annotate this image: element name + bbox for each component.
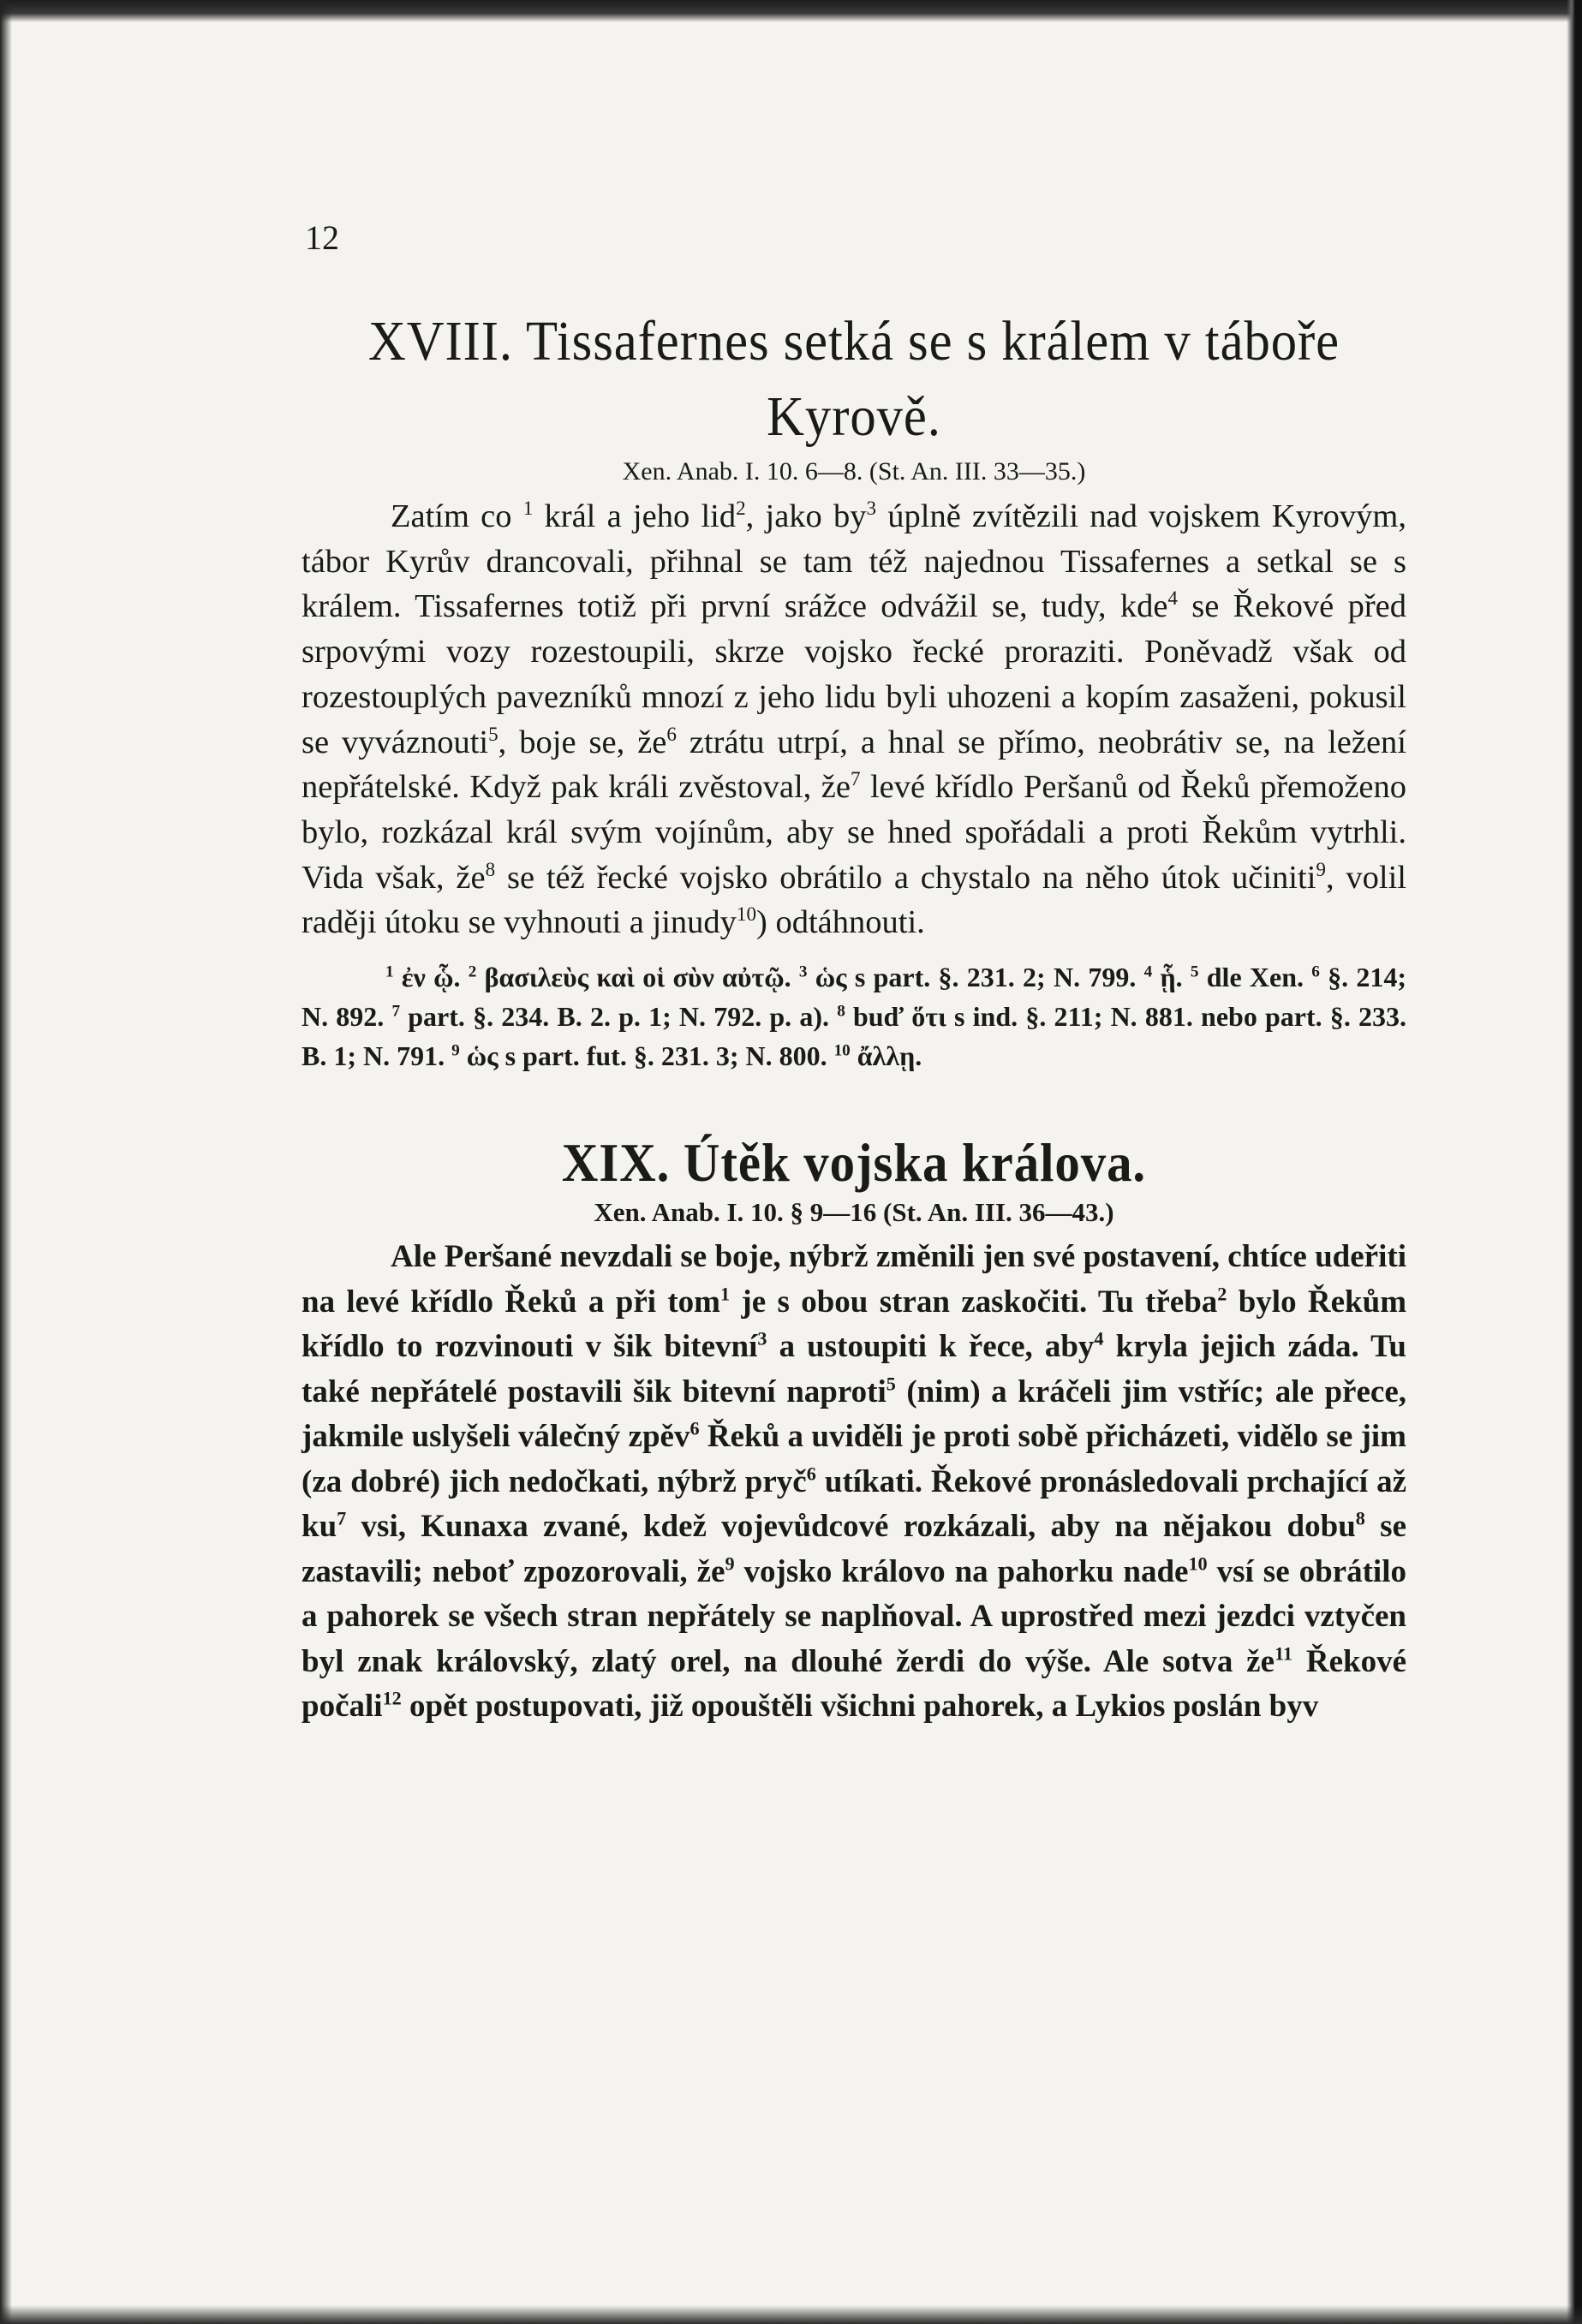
- scan-edge-right: [1567, 0, 1582, 2324]
- footnote-ref: 1: [522, 497, 534, 520]
- footnotes-xviii: $^1$ ἐν ᾧ. $^2$ βασιλεὺς καὶ οἱ σὺν αὐτῷ. $^3$ ὡς s part. §. 231. 2; N. 799. $^4$ ᾗ. $^5$ dle Xen. $^6$ §. 214; N. 892. $^7$ part. §. 234. B. 2. p. 1; N. 792. p. a). $^8$ buď ὅτι s ind. §. 211; N. 881. nebo part. §. 233. B. 1; N. 791. $^9$ ὡς s part. fut. §. 231. 3; N. 800. $^{10}$ ἄλλῃ.: [301, 962, 1407, 1072]
- scan-edge-left: [0, 0, 12, 2324]
- footnote-ref: 4: [1167, 587, 1178, 610]
- section-text-xix: Ale Peršané nevzdali se boje, nýbrž změnili jen své postavení, chtíce udeřiti na levé křídlo Řeků a při tom$^1$ je s obou stran zaskočiti. Tu třeba$^2$ bylo Řekům křídlo to rozvinouti v šik bitevní$^3$ a ustoupiti k řece, aby$^4$ kryla jejich záda. Tu také nepřátelé postavili šik bitevní naproti$^5$ (nim) a kráčeli jim vstříc; ale přece, jakmile uslyšeli válečný zpěv$^6$ Řeků a uviděli je proti sobě přicházeti, vidělo se jim (za dobré) jich nedočkati, nýbrž pryč$^6$ utíkati. Řekové pronásledovali prchající až $ku^7$ vsi, Kunaxa zvané, kdež vojevůdcové rozkázali, aby na nějakou dobu$^8$ se zastavili; neboť zpozorovali, $že^9$ vojsko královo na pahorku nade$^{10}$ vsí se obrátilo a pahorek se všech stran nepřátely se naplňoval. A uprostřed mezi jezdci vztyčen byl znak královský, zlatý orel, na dlouhé žerdi do výše. Ale sotva $že^{11}$ Řekové počali$^{12}$ opět postupovati, již opouštěli všichni pahorek, a Lykios poslán byv: [301, 1239, 1407, 1725]
- scan-edge-top: [0, 0, 1582, 22]
- footnote-ref: 12: [382, 1687, 402, 1709]
- footnote-ref: 10: [1188, 1552, 1208, 1575]
- footnote-ref: 8: [485, 857, 496, 880]
- footnote-ref: 7: [337, 1507, 347, 1529]
- footnote-ref: 6: [666, 722, 677, 745]
- footnote-ref: 4: [1094, 1327, 1104, 1350]
- section-text-xviii: Zatím co $^1$ král a jeho lid$^2$, jako $by^3$ úplně zvítězili nad vojskem Kyrovým, tábor Kyrův drancovali, přihnal se tam též najednou Tissafernes a setkal se s králem. Tissafernes totiž při první srážce odvážil se, tudy, kde$^4$ se Řekové před srpovými vozy rozestoupili, skrze vojsko řecké proraziti. Poněvadž však od rozestouplých pavezníků mnozí z jeho lidu byli uhozeni a kopím zasaženi, pokusil se vyváznouti$^5$, boje se, $že^6$ ztrátu utrpí, a hnal se přímo, neobrátiv se, na ležení nepřátelské. Když pak králi zvěstoval, $že^7$ levé křídlo Peršanů od Řeků přemoženo bylo, rozkázal král svým vojínům, aby se hned spořádali a proti Řekům vytrhli. Vida však, $že^8$ se též řecké vojsko obrátilo a chystalo na něho útok učiniti$^9$, volil raději útoku se vyhnouti a jinudy$^{10}$) odtáhnouti.: [301, 497, 1407, 941]
- footnote-ref: 2: [736, 497, 746, 520]
- page-content: [301, 304, 1406, 1730]
- footnote-ref: 3: [866, 497, 877, 520]
- footnote-ref: 9: [1316, 857, 1326, 880]
- section-gap: [301, 1076, 1406, 1130]
- footnote-ref: 1: [720, 1283, 731, 1305]
- footnote-ref: 6: [690, 1417, 700, 1439]
- footnote-ref: 6: [806, 1463, 816, 1485]
- section-title-xix: XIX. Útěk vojska králova.: [561, 1132, 1147, 1194]
- section-title-xviii: XVIII. Tissafernes setká se s králem v táboře Kyrově.: [367, 310, 1340, 448]
- footnote-ref: 5: [488, 722, 498, 745]
- footnote-ref: 7: [850, 767, 861, 790]
- section-source-xix: Xen. Anab. I. 10. § 9—16 (St. An. III. 36—43.): [594, 1197, 1114, 1228]
- scan-edge-bottom: [0, 2305, 1582, 2324]
- footnote-ref: 2: [1217, 1283, 1227, 1305]
- footnote-ref: 5: [886, 1373, 896, 1395]
- footnote-ref: 8: [1355, 1507, 1365, 1529]
- page-number: 12: [305, 218, 339, 257]
- footnote-ref: 11: [1275, 1642, 1292, 1665]
- footnote-ref: 9: [725, 1552, 735, 1575]
- footnote-ref: 3: [757, 1327, 767, 1350]
- section-source-xviii: Xen. Anab. I. 10. 6—8. (St. An. III. 33—35.): [622, 457, 1086, 486]
- footnote-ref: 10: [736, 903, 757, 926]
